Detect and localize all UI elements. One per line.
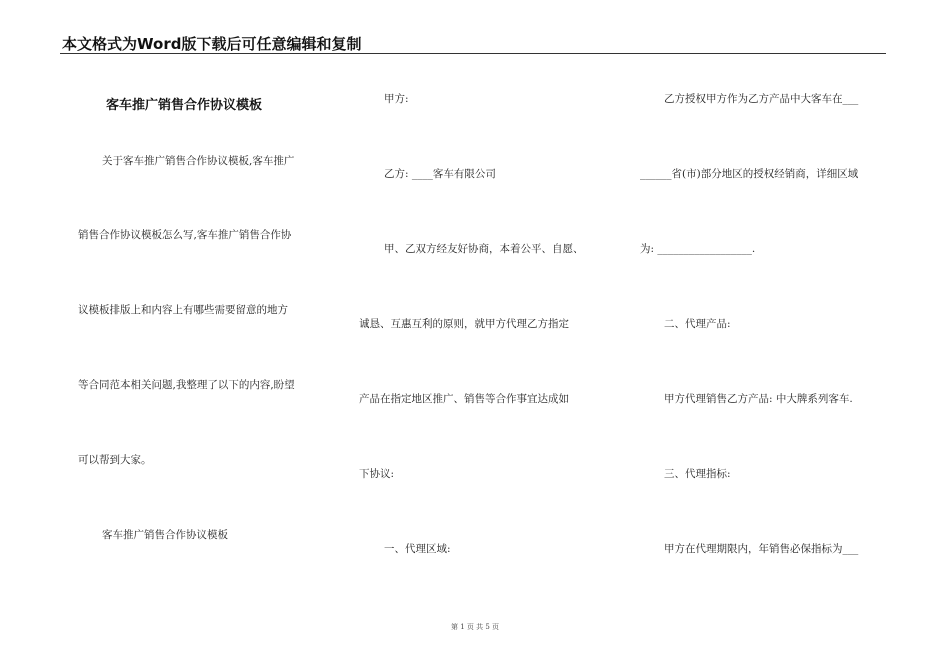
col2-party-b: 乙方: ____客车有限公司 [384,168,496,180]
col2-line-6: 下协议: [359,468,395,480]
col1-line-3: 议模板排版上和内容上有哪些需要留意的地方 [78,304,288,316]
col3-section-3: 三、代理指标: [664,468,731,480]
col3-line-2: ______省(市)部分地区的授权经销商，详细区域 [640,168,859,180]
col2-line-5: 产品在指定地区推广、销售等合作事宜达成如 [359,393,569,405]
col3-line-3: 为: __________________. [640,243,756,255]
col2-line-4: 诚恳、互惠互利的原则，就甲方代理乙方指定 [359,318,569,330]
col2-line-3: 甲、乙双方经友好协商，本着公平、自愿、 [384,243,584,255]
col1-line-5: 可以帮到大家。 [78,454,152,466]
col1-line-1: 关于客车推广销售合作协议模板,客车推广 [102,155,295,167]
page-header-title: 本文格式为Word版下载后可任意编辑和复制 [62,35,362,53]
col2-section-1: 一、代理区域: [384,543,451,555]
col2-party-a: 甲方: [384,93,409,105]
col1-line-2: 销售合作协议模板怎么写,客车推广销售合作协 [78,229,292,241]
header-divider [60,53,886,54]
col3-line-1: 乙方授权甲方作为乙方产品中大客车在___ [664,93,859,105]
col1-subheading: 客车推广销售合作协议模板 [102,529,228,541]
page-number: 第 1 页 共 5 页 [450,623,500,631]
col3-line-7: 甲方在代理期限内，年销售必保指标为___ [664,543,859,555]
col1-line-4: 等合同范本相关问题,我整理了以下的内容,盼望 [78,379,295,391]
document-title: 客车推广销售合作协议模板 [106,98,263,113]
col3-section-2: 二、代理产品: [664,318,731,330]
col3-line-5: 甲方代理销售乙方产品: 中大牌系列客车. [664,393,853,405]
